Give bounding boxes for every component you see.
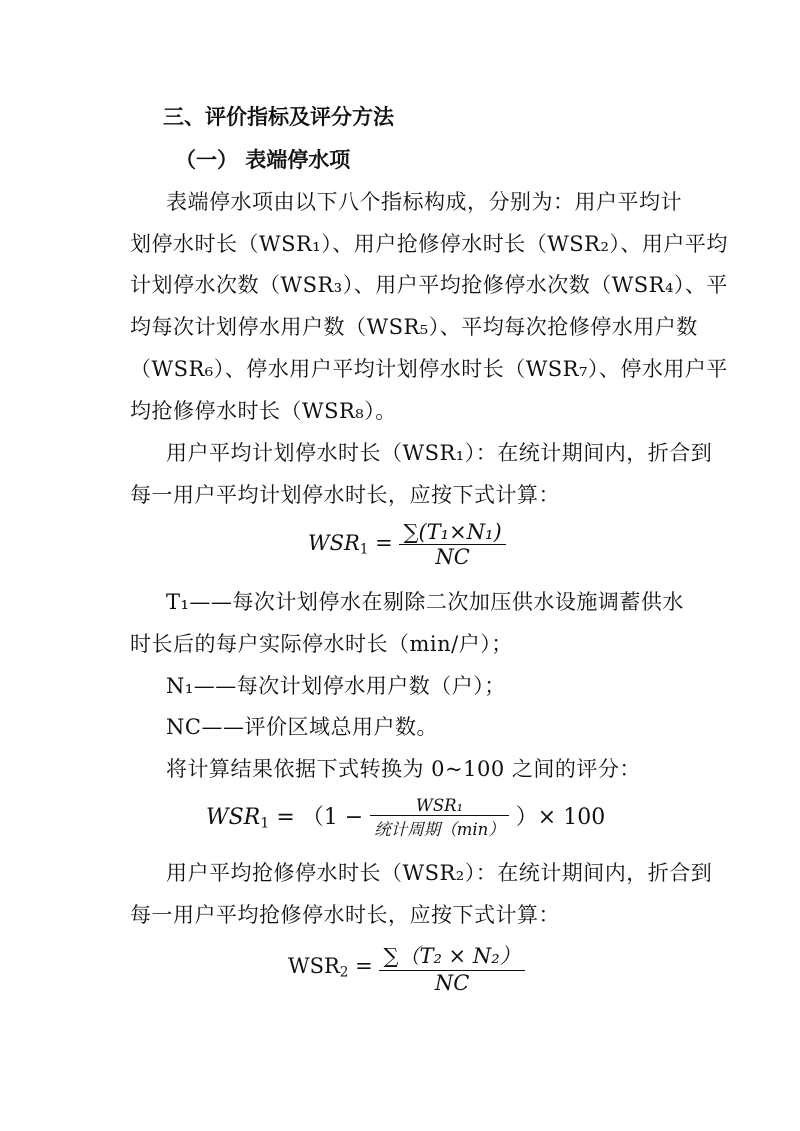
formula-denominator: 统计周期（min） [374,820,505,839]
formula-fraction [399,520,505,569]
intro-line: 均每次计划停水用户数（WSR₅）、平均每次抢修停水用户数 [130,315,698,339]
definition-line: 用户平均抢修停水时长（WSR₂）：在统计期间内，折合到 [166,861,713,885]
variable-line: 将计算结果依据下式转换为 0~100 之间的评分： [166,757,641,781]
sub-heading: （一） 表端停水项 [175,147,351,172]
formula-wsr2 [288,940,525,995]
formula-equals: = [276,805,295,830]
formula-numerator: WSR₁ [370,796,509,816]
formula-lhs-subscript: 2 [339,964,349,981]
formula-denominator: NC [435,545,470,569]
variable-line: NC——评价区域总用户数。 [166,715,438,739]
intro-line: 划停水时长（WSR₁）、用户抢修停水时长（WSR₂）、用户平均 [130,232,728,256]
variable-line: 时长后的每户实际停水时长（min/户）； [130,632,513,656]
formula-fraction [370,796,509,840]
formula-wsr1-score [206,796,605,840]
formula-lhs-subscript: 1 [260,815,270,832]
formula-lhs: WSR [308,531,360,555]
variable-line: N₁——每次计划停水用户数（户）； [166,674,506,698]
section-heading: 三、评价指标及评分方法 [163,104,394,129]
definition-line: 每一用户平均计划停水时长，应按下式计算： [130,483,560,507]
formula-fraction [379,940,524,995]
formula-numerator: ∑（T₂ × N₂） [379,940,524,971]
formula-lhs-subscript: 1 [359,541,369,558]
intro-line: 表端停水项由以下八个指标构成，分别为：用户平均计 [166,190,682,214]
formula-open: （1 − [301,805,364,830]
formula-close: ）× 100 [515,805,606,830]
formula-denominator: NC [434,971,470,995]
formula-equals: = [355,954,373,978]
formula-lhs: WSR [288,954,340,978]
variable-line: T₁——每次计划停水在剔除二次加压供水设施调蓄供水 [166,590,684,614]
intro-line: 均抢修停水时长（WSR₈）。 [130,399,397,423]
formula-numerator: ∑(T₁×N₁) [399,520,505,545]
intro-line: （WSR₆）、停水用户平均计划停水时长（WSR₇）、停水用户平 [130,357,728,381]
definition-line: 每一用户平均抢修停水时长，应按下式计算： [130,903,560,927]
formula-lhs: WSR [206,805,261,830]
definition-line: 用户平均计划停水时长（WSR₁）：在统计期间内，折合到 [166,441,713,465]
formula-wsr1 [308,520,506,569]
intro-line: 计划停水次数（WSR₃）、用户平均抢修停水次数（WSR₄）、平 [130,273,728,297]
formula-equals: = [375,531,393,555]
